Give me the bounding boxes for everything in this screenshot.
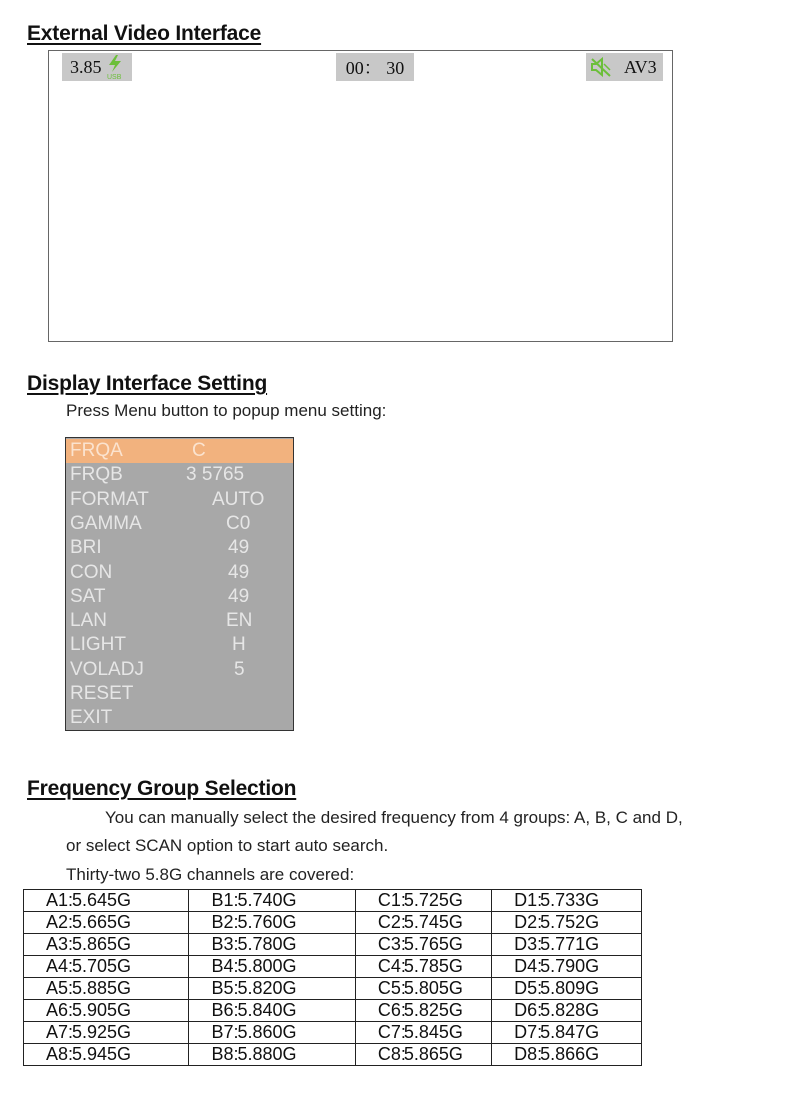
channel-frequency: 5.860G xyxy=(237,1022,297,1042)
channel-name: B7: xyxy=(211,1022,239,1042)
menu-item-value: EN xyxy=(226,610,253,632)
speaker-mute-icon xyxy=(590,56,612,78)
menu-item-voladj[interactable] xyxy=(66,658,293,682)
channel-frequency: 5.828G xyxy=(540,1000,600,1020)
channel-cell xyxy=(355,890,491,912)
source-value: AV3 xyxy=(624,56,657,77)
channel-name: D7: xyxy=(514,1022,543,1042)
channel-cell xyxy=(355,934,491,956)
osd-source xyxy=(586,53,663,81)
channel-frequency: 5.780G xyxy=(237,934,297,954)
menu-item-label: FRQA xyxy=(70,440,123,461)
channel-name: A7: xyxy=(46,1022,74,1042)
channel-name: D3: xyxy=(514,934,543,954)
frequency-table xyxy=(23,889,642,1066)
menu-item-label: BRI xyxy=(70,537,102,559)
channel-frequency: 5.820G xyxy=(237,978,297,998)
channel-frequency: 5.645G xyxy=(72,890,132,910)
channel-name: C6: xyxy=(377,1000,406,1020)
channel-frequency: 5.809G xyxy=(540,978,600,998)
usb-label: USB xyxy=(106,74,121,80)
menu-item-label: GAMMA xyxy=(70,512,142,534)
menu-item-value: H xyxy=(232,634,246,656)
menu-item-value: C xyxy=(192,440,206,461)
channel-name: B8: xyxy=(211,1044,239,1064)
channel-name: B6: xyxy=(211,1000,239,1020)
table-row xyxy=(24,956,642,978)
table-row xyxy=(24,978,642,1000)
table-row xyxy=(24,912,642,934)
channel-cell xyxy=(24,890,189,912)
channel-frequency: 5.771G xyxy=(540,934,600,954)
channel-cell xyxy=(189,934,355,956)
channel-name: A4: xyxy=(46,956,74,976)
channel-cell xyxy=(355,956,491,978)
channel-name: C5: xyxy=(377,978,406,998)
channel-cell xyxy=(189,956,355,978)
channel-cell xyxy=(189,1044,355,1066)
channel-frequency: 5.760G xyxy=(237,912,297,932)
channel-cell xyxy=(24,1022,189,1044)
frequency-group-heading: Frequency Group Selection xyxy=(27,777,297,800)
channel-cell xyxy=(189,912,355,934)
display-setting-heading: Display Interface Setting xyxy=(27,372,268,395)
channel-name: C3: xyxy=(377,934,406,954)
channel-frequency: 5.805G xyxy=(403,978,463,998)
channel-frequency: 5.752G xyxy=(540,912,600,932)
channel-frequency: 5.733G xyxy=(540,890,600,910)
menu-item-value: 49 xyxy=(228,537,250,559)
channel-cell xyxy=(24,956,189,978)
channel-name: D8: xyxy=(514,1044,543,1064)
channel-cell xyxy=(24,1044,189,1066)
menu-item-label: FRQB xyxy=(70,464,123,486)
channel-frequency: 5.945G xyxy=(72,1044,132,1064)
channel-cell xyxy=(355,1022,491,1044)
menu-item-label: FORMAT xyxy=(70,488,149,510)
channel-name: C8: xyxy=(377,1044,406,1064)
channel-cell xyxy=(355,978,491,1000)
table-row xyxy=(24,1022,642,1044)
channel-name: C2: xyxy=(377,912,406,932)
channel-frequency: 5.790G xyxy=(540,956,600,976)
channel-name: B1: xyxy=(211,890,239,910)
channel-cell xyxy=(189,978,355,1000)
menu-item-value: C0 xyxy=(226,512,251,534)
channel-name: B4: xyxy=(211,956,239,976)
channel-frequency: 5.740G xyxy=(237,890,297,910)
menu-item-label: RESET xyxy=(70,683,134,704)
menu-instruction: Press Menu button to popup menu setting: xyxy=(66,401,387,420)
channel-frequency: 5.847G xyxy=(540,1022,600,1042)
channel-cell xyxy=(492,1022,642,1044)
menu-item-label: LAN xyxy=(70,610,107,632)
channel-cell xyxy=(189,1022,355,1044)
channel-frequency: 5.745G xyxy=(403,912,463,932)
channel-name: B5: xyxy=(211,978,239,998)
channel-cell xyxy=(492,1000,642,1022)
menu-item-label: CON xyxy=(70,561,113,583)
menu-item-bri[interactable] xyxy=(66,536,293,560)
frequency-description-line2: or select SCAN option to start auto search. xyxy=(66,836,389,855)
channel-name: A8: xyxy=(46,1044,74,1064)
voltage-value: 3.85 xyxy=(70,56,102,77)
external-video-heading: External Video Interface xyxy=(27,22,262,45)
channel-frequency: 5.865G xyxy=(403,1044,463,1064)
channel-cell xyxy=(24,1000,189,1022)
channel-name: C1: xyxy=(377,890,406,910)
channel-frequency: 5.725G xyxy=(403,890,463,910)
channel-frequency: 5.765G xyxy=(403,934,463,954)
menu-item-value: AUTO xyxy=(212,488,265,510)
channel-name: C7: xyxy=(377,1022,406,1042)
menu-item-label: EXIT xyxy=(70,707,113,729)
channel-frequency: 5.866G xyxy=(540,1044,600,1064)
menu-item-exit[interactable] xyxy=(66,706,293,730)
menu-item-sat[interactable] xyxy=(66,585,293,609)
channel-cell xyxy=(492,890,642,912)
channel-frequency: 5.800G xyxy=(237,956,297,976)
menu-item-value: 3 5765 xyxy=(186,464,245,486)
usb-charge-icon xyxy=(106,54,124,80)
table-row xyxy=(24,934,642,956)
channel-frequency: 5.865G xyxy=(72,934,132,954)
channel-frequency: 5.825G xyxy=(403,1000,463,1020)
menu-item-format[interactable] xyxy=(66,488,293,512)
menu-item-lan[interactable] xyxy=(66,609,293,633)
video-preview-box xyxy=(48,50,673,342)
menu-item-label: SAT xyxy=(70,585,106,607)
channel-cell xyxy=(492,934,642,956)
osd-voltage xyxy=(62,53,132,81)
channel-cell xyxy=(355,912,491,934)
channel-cell xyxy=(189,1000,355,1022)
channel-cell xyxy=(355,1044,491,1066)
channel-frequency: 5.785G xyxy=(403,956,463,976)
menu-item-light[interactable] xyxy=(66,633,293,657)
menu-item-value: 49 xyxy=(228,561,250,583)
channel-cell xyxy=(24,934,189,956)
frequency-description-line3: Thirty-two 5.8G channels are covered: xyxy=(66,865,355,884)
channel-cell xyxy=(492,912,642,934)
channel-cell xyxy=(492,1044,642,1066)
osd-menu xyxy=(65,437,294,731)
table-row xyxy=(24,1044,642,1066)
channel-cell xyxy=(355,1000,491,1022)
channel-cell xyxy=(492,978,642,1000)
menu-item-gamma[interactable] xyxy=(66,512,293,536)
frequency-description-line1: You can manually select the desired frequency from 4 groups: A, B, C and D, xyxy=(105,808,683,827)
channel-name: A1: xyxy=(46,890,74,910)
channel-cell xyxy=(492,956,642,978)
channel-name: D2: xyxy=(514,912,543,932)
channel-frequency: 5.840G xyxy=(237,1000,297,1020)
channel-name: A2: xyxy=(46,912,74,932)
menu-item-label: LIGHT xyxy=(70,634,126,656)
table-row xyxy=(24,1000,642,1022)
channel-frequency: 5.885G xyxy=(72,978,132,998)
channel-frequency: 5.705G xyxy=(72,956,132,976)
channel-frequency: 5.880G xyxy=(237,1044,297,1064)
menu-item-frqb[interactable] xyxy=(66,463,293,487)
menu-item-reset[interactable] xyxy=(66,682,293,706)
channel-cell xyxy=(189,890,355,912)
channel-name: C4: xyxy=(377,956,406,976)
channel-name: D4: xyxy=(514,956,543,976)
channel-frequency: 5.845G xyxy=(403,1022,463,1042)
channel-name: D6: xyxy=(514,1000,543,1020)
channel-name: A5: xyxy=(46,978,74,998)
channel-cell xyxy=(24,912,189,934)
channel-frequency: 5.905G xyxy=(72,1000,132,1020)
channel-name: D5: xyxy=(514,978,543,998)
channel-name: A3: xyxy=(46,934,74,954)
menu-item-con[interactable] xyxy=(66,561,293,585)
osd-timer xyxy=(336,53,414,81)
channel-frequency: 5.925G xyxy=(72,1022,132,1042)
channel-name: D1: xyxy=(514,890,543,910)
menu-item-frqa[interactable] xyxy=(66,439,293,463)
timer-value: 00： 30 xyxy=(345,58,405,78)
channel-frequency: 5.665G xyxy=(72,912,132,932)
menu-item-label: VOLADJ xyxy=(70,658,144,680)
channel-name: B2: xyxy=(211,912,239,932)
channel-cell xyxy=(24,978,189,1000)
channel-name: A6: xyxy=(46,1000,74,1020)
channel-name: B3: xyxy=(211,934,239,954)
menu-item-value: 49 xyxy=(228,585,250,607)
menu-item-value: 5 xyxy=(234,658,245,680)
table-row xyxy=(24,890,642,912)
